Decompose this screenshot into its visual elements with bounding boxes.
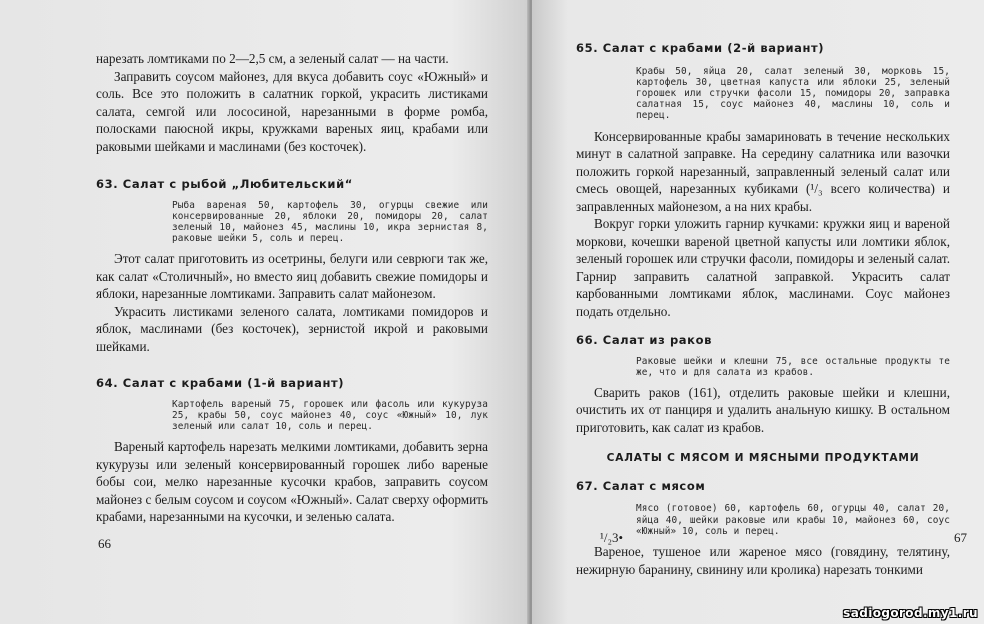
right-page <box>532 0 984 624</box>
page-number: 66 <box>98 536 111 551</box>
paragraph: Вареное, тушеное или жареное мясо (говядину, телятину, нежирную баранину, свинину или кролика) нарезать тонкими <box>576 544 950 577</box>
paragraph: Сварить раков (161), отделить раковые шейки и клешни, очистить их от панциря и удалить анальную кишку. В остальном приготовить, как салат из крабов. <box>576 384 950 435</box>
paragraph: нарезать ломтиками по 2—2,5 см, а зеленый салат — на части. <box>96 51 449 66</box>
printer-signature: ¹/₂3• <box>600 530 624 545</box>
page-number: 67 <box>954 530 967 545</box>
section-heading: САЛАТЫ С МЯСОМ И МЯСНЫМИ ПРОДУКТАМИ <box>606 452 920 465</box>
recipe-heading-65: 65. Салат с крабами (2-й вариант) <box>576 41 825 55</box>
paragraph: Вареный картофель нарезать мелкими ломтиками, добавить зерна кукурузы или зеленый консервированный горошек либо вареные бобы сои, мелко нарезанные кусочки крабов, заправить соусом майонез с белым соусом и соусом «Южный». Салат сверху оформить крабами, нарезанными на кусочки, и зеленью салата. <box>96 439 488 525</box>
left-column <box>96 50 488 526</box>
ingredients-64: Картофель вареный 75, горошек или фасоль или кукуруза 25, крабы 50, соус майонез 40, соус «Южный» 10, лук зеленый или салат 10, соль и перец. <box>172 398 488 433</box>
recipe-heading-67: 67. Салат с мясом <box>576 478 706 493</box>
ingredients-63: Рыба вареная 50, картофель 30, огурцы свежие или консервированные 20, яблоки 20, помидоры 20, салат зеленый 10, майонез 45, маслины 10, икра зернистая 8, раковые шейки 5, соль и перец. <box>172 199 488 245</box>
ingredients-67: Мясо (готовое) 60, картофель 60, огурцы 40, салат 20, яйца 40, шейки раковые или крабы 10, майонез 60, соус «Южный» 10, соль и перец. <box>636 503 950 537</box>
recipe-heading-63: 63. Салат с рыбой „Любительский“ <box>96 177 353 191</box>
paragraph: Вокруг горки уложить гарнир кучками: кружки яиц и вареной моркови, кочешки вареной цветной капусты или ломтики яблок, зеленый горошек или стручки фасоли, помидоры и зеленый салат. Гарнир заправить салатной заправкой. Украсить салат карбованными ломтиками яблок, маслинами. Соус майонез подать отдельно. <box>576 216 950 319</box>
recipe-heading-66: 66. Салат из раков <box>576 333 712 348</box>
paragraph: Консервированные крабы замариновать в течение нескольких минут в салатной заправке. На середину салатника или вазочки положить горкой нарезанный, заправленный зеленый салат или смесь овощей, нарезанных кубиками (¹/₃ всего количества) и заправленных майонезом, а на них крабы. <box>576 128 950 214</box>
recipe-heading-64: 64. Салат с крабами (1-й вариант) <box>96 376 345 391</box>
ingredients-66: Раковые шейки и клешни 75, все остальные продукты те же, что и для салата из крабов. <box>636 355 950 378</box>
paragraph: Украсить листиками зеленого салата, ломтиками помидоров и яблок, маслинами (без косточек), зернистой икрой и раковыми шейками. <box>96 303 488 354</box>
right-column <box>576 40 950 578</box>
ingredients-65: Крабы 50, яйца 20, салат зеленый 30, морковь 15, картофель 30, цветная капуста или яблоки 25, зеленый горошек или стручки фасоли 15, помидоры 20, заправка салатная 15, соус майонез 40, маслины 10, соль и перец. <box>636 65 950 122</box>
watermark: sadiogorod.my1.ru <box>843 606 978 620</box>
paragraph: Заправить соусом майонез, для вкуса добавить соус «Южный» и соль. Все это положить в салатник горкой, украсить листиками салата, семгой или лососиной, нарезанными в форме ромба, полосками паюсной икры, кружками вареных яиц, крабами или раковыми шейками и маслинами (без косточек). <box>96 68 488 154</box>
paragraph: Этот салат приготовить из осетрины, белуги или севрюги так же, как салат «Столичный», но вместо яиц добавить свежие помидоры и яблоки, нарезанные ломтиками. Заправить салат майонезом. <box>96 251 488 302</box>
